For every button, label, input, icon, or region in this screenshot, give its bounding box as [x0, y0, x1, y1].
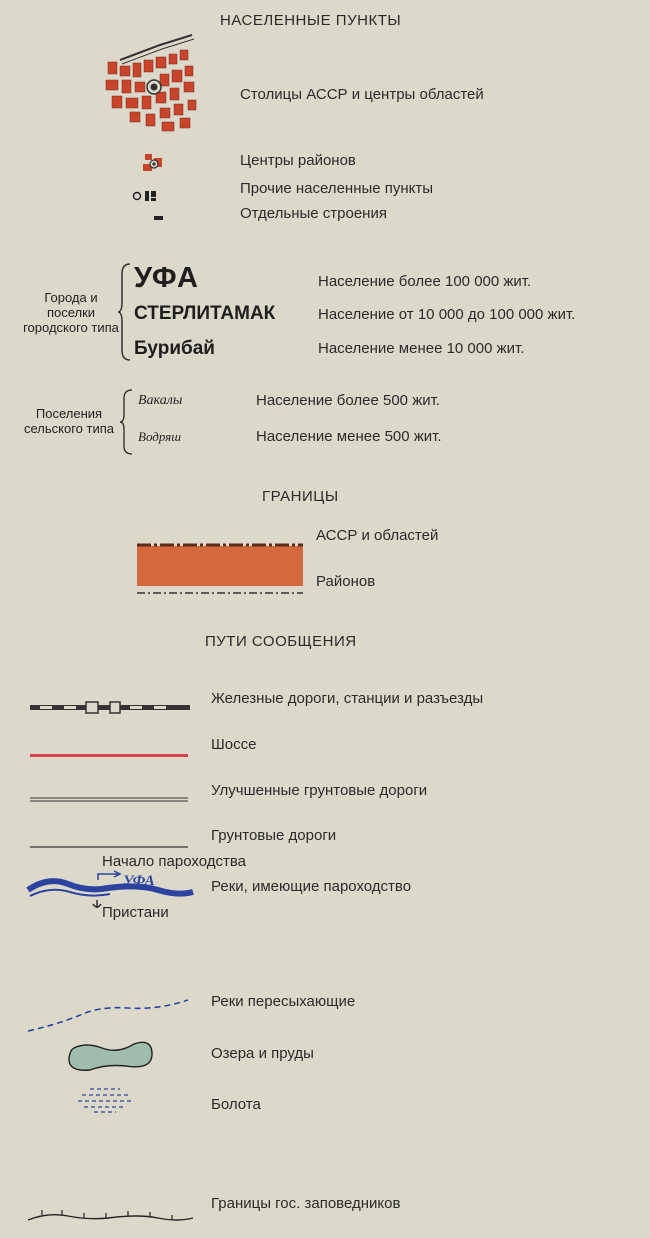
swamp-symbol: [76, 1086, 136, 1114]
other-settlements-label: Прочие населенные пункты: [240, 180, 434, 197]
town-name-small: Бурибай: [134, 338, 215, 359]
lake-symbol: [66, 1040, 156, 1072]
town-desc-large: Население более 100 000 жит.: [318, 273, 532, 290]
towns-brace-icon: [118, 262, 132, 362]
rural-desc-large: Население более 500 жит.: [256, 392, 440, 409]
building-icon: [152, 214, 166, 222]
capitals-label: Столицы АССР и центры областей: [240, 86, 484, 103]
rural-name-small: Водряш: [138, 429, 182, 444]
piers-label: Пристани: [102, 904, 169, 921]
highway-label: Шоссе: [211, 736, 257, 753]
separate-buildings-label: Отдельные строения: [240, 205, 387, 222]
railway-symbol: [30, 702, 190, 714]
district-centers-label: Центры районов: [240, 152, 356, 169]
reserve-border-symbol: [28, 1204, 193, 1224]
rural-desc-small: Население менее 500 жит.: [256, 428, 442, 445]
towns-group-line-1: Города и: [44, 290, 98, 305]
highway-symbol: [30, 753, 190, 759]
towns-group-line-2: поселки: [46, 305, 96, 320]
navigation-start-label: Начало пароходства: [102, 853, 247, 870]
drying-rivers-label: Реки пересыхающие: [211, 993, 356, 1010]
navigable-river-symbol: [28, 870, 193, 908]
assr-border-symbol: [135, 540, 305, 595]
town-desc-medium: Население от 10 000 до 100 000 жит.: [318, 306, 576, 323]
rural-group-line-2: сельского типа: [23, 421, 114, 436]
city-plan-icon: [100, 30, 210, 140]
rural-group-label: [14, 406, 124, 436]
assr-border-label: АССР и областей: [316, 527, 439, 544]
borders-heading: ГРАНИЦЫ: [262, 488, 339, 505]
river-city-label: УФА: [123, 873, 155, 889]
district-center-icon: [140, 152, 170, 174]
towns-group-line-3: городского типа: [23, 320, 119, 335]
rural-brace-icon: [120, 388, 134, 456]
dirt-road-symbol: [30, 846, 190, 850]
lakes-label: Озера и пруды: [211, 1045, 314, 1062]
district-border-label: Районов: [316, 573, 376, 590]
drying-river-symbol: [28, 998, 193, 1034]
railways-label: Железные дороги, станции и разъезды: [211, 690, 484, 707]
improved-roads-label: Улучшенные грунтовые дороги: [211, 782, 428, 799]
routes-heading: ПУТИ СООБЩЕНИЯ: [205, 633, 357, 650]
reserve-borders-label: Границы гос. заповедников: [211, 1195, 401, 1212]
town-name-large: УФА: [134, 262, 199, 294]
dirt-roads-label: Грунтовые дороги: [211, 827, 337, 844]
town-desc-small: Население менее 10 000 жит.: [318, 340, 525, 357]
navigable-rivers-label: Реки, имеющие пароходство: [211, 878, 412, 895]
rural-name-large: Вакалы: [138, 393, 183, 408]
town-name-medium: СТЕРЛИТАМАК: [134, 303, 276, 324]
settlements-heading: НАСЕЛЕННЫЕ ПУНКТЫ: [220, 12, 402, 29]
swamps-label: Болота: [211, 1096, 261, 1113]
towns-group-label: [16, 290, 126, 335]
improved-road-symbol: [30, 797, 190, 803]
rural-group-line-1: Поселения: [35, 406, 103, 421]
other-settlement-icon: [132, 188, 172, 204]
